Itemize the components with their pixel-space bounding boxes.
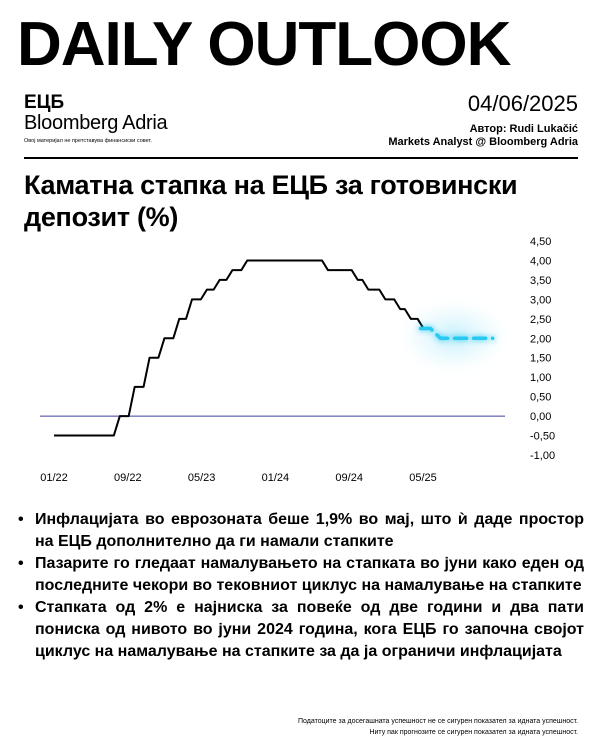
analyst-role: Markets Analyst @ Bloomberg Adria (388, 136, 578, 148)
advice-disclaimer: Овој материјал не претставува финансиски совет. (24, 138, 152, 144)
y-tick-label: -0,50 (530, 430, 556, 443)
publication-date: 04/06/2025 (467, 91, 578, 116)
footer-disclaimer-past: Податоците за досегашната успешност не се сигурен показател за идната успешност. (298, 718, 578, 725)
bullet-rate-level: • Стапката од 2% е најниска за повеќе од две години и два пати пониска од нивото во јуни 2024 година, кога ЕЦБ го започна својот циклус на намалување на стапките за да ја ограничи инфлацијата (18, 597, 584, 663)
y-tick-label: 4,00 (530, 255, 552, 268)
bullet-inflation: • Инфлацијата во еврозоната беше 1,9% во мај, што ѝ даде простор на ЕЦБ дополнително да ги намали стапките (18, 509, 584, 553)
y-tick-label: 2,00 (530, 333, 552, 346)
x-tick-label: 09/22 (114, 472, 142, 484)
topic-label: ЕЦБ (24, 92, 65, 113)
y-tick-label: -1,00 (530, 450, 556, 462)
key-points-list (18, 509, 584, 663)
y-tick-label: 1,50 (530, 352, 552, 365)
y-tick-label: 3,50 (530, 274, 552, 287)
bullet-markets: • Пазарите го гледаат намалувањето на стапката во јуни како еден од последните чекори во тековниот циклус на намалување на стапките (18, 553, 584, 597)
y-tick-label: 0,00 (530, 411, 552, 424)
policy-rate-line (54, 260, 424, 435)
y-tick-label: 3,00 (530, 294, 552, 307)
author-line: Автор: Rudi Lukačić (469, 123, 578, 135)
x-tick-label: 01/24 (261, 472, 290, 484)
chart-title: Каматна стапка на ЕЦБ за готовински депозит (%) (24, 170, 518, 232)
y-tick-label: 0,50 (530, 391, 552, 404)
x-tick-label: 05/23 (187, 472, 216, 484)
x-tick-label: 01/22 (40, 472, 68, 484)
footer-disclaimer-forecast: Ниту пак прогнозите се сигурен показател за идната успешност. (369, 729, 578, 736)
x-tick-label: 05/25 (409, 472, 437, 484)
x-tick-label: 09/24 (335, 472, 363, 484)
masthead-title: DAILY OUTLOOK (17, 10, 511, 79)
brand-name: Bloomberg Adria (24, 112, 168, 134)
y-tick-label: 4,50 (530, 236, 552, 248)
y-tick-label: 1,00 (530, 372, 552, 385)
y-tick-label: 2,50 (530, 313, 552, 326)
